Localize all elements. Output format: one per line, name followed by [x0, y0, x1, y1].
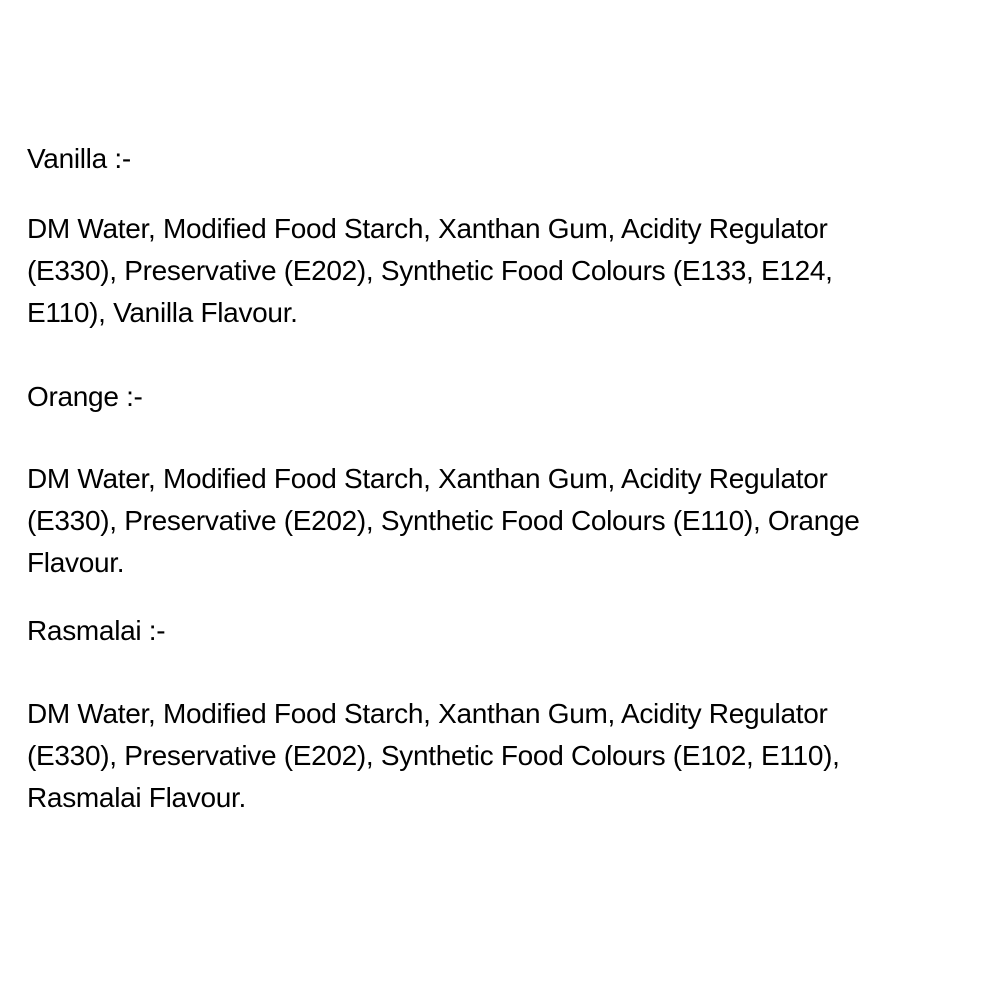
- vanilla-ingredients-line-3: E110), Vanilla Flavour.: [27, 297, 298, 328]
- rasmalai-ingredients-line-1: DM Water, Modified Food Starch, Xanthan Gum, Acidity Regulator: [27, 698, 828, 729]
- orange-heading: Orange :-: [27, 381, 143, 412]
- vanilla-ingredients-line-1: DM Water, Modified Food Starch, Xanthan Gum, Acidity Regulator: [27, 213, 828, 244]
- orange-ingredients-line-2: (E330), Preservative (E202), Synthetic Food Colours (E110), Orange: [27, 505, 860, 536]
- vanilla-ingredients-line-2: (E330), Preservative (E202), Synthetic Food Colours (E133, E124,: [27, 255, 833, 286]
- rasmalai-ingredients: [27, 693, 840, 819]
- vanilla-ingredients: [27, 208, 833, 334]
- rasmalai-ingredients-line-3: Rasmalai Flavour.: [27, 782, 246, 813]
- orange-ingredients: [27, 458, 860, 584]
- vanilla-heading: Vanilla :-: [27, 143, 131, 174]
- orange-ingredients-line-1: DM Water, Modified Food Starch, Xanthan Gum, Acidity Regulator: [27, 463, 828, 494]
- rasmalai-heading: Rasmalai :-: [27, 615, 166, 646]
- orange-ingredients-line-3: Flavour.: [27, 547, 125, 578]
- rasmalai-ingredients-line-2: (E330), Preservative (E202), Synthetic Food Colours (E102, E110),: [27, 740, 840, 771]
